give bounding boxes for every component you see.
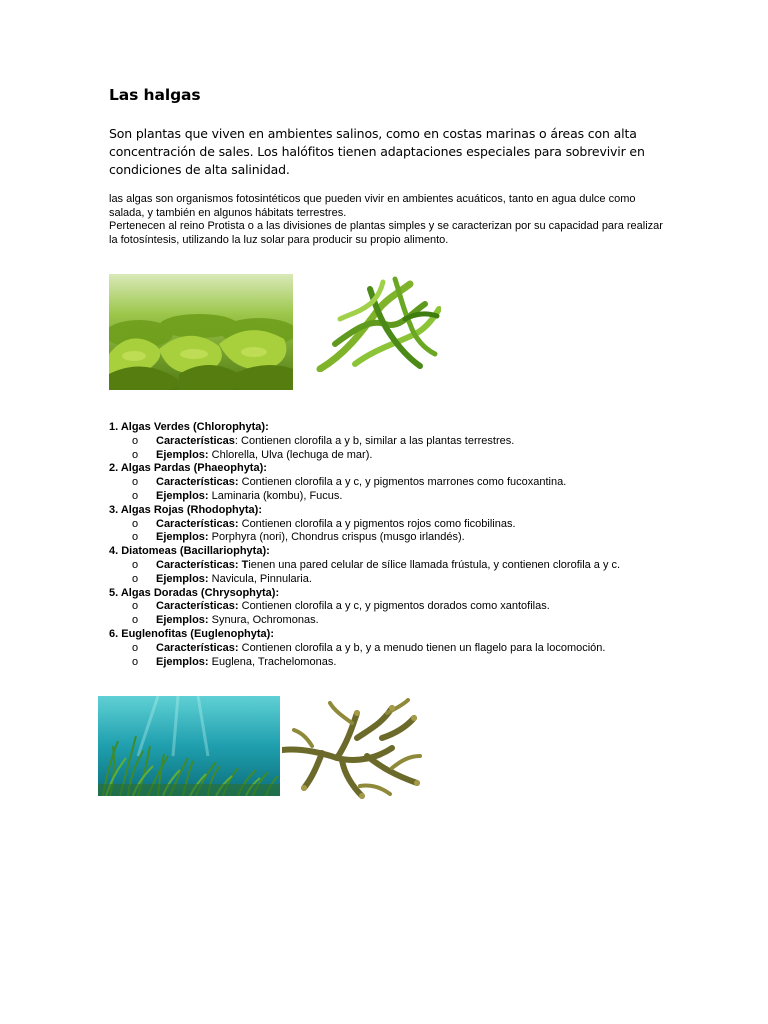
hollow-bullet-icon: o	[132, 476, 139, 489]
characteristics-item	[109, 435, 709, 449]
examples-item-text: Navicula, Pinnularia.	[208, 572, 312, 585]
hollow-bullet-icon: o	[132, 448, 139, 461]
hollow-bullet-icon: o	[132, 600, 139, 613]
hollow-bullet-icon: o	[132, 489, 139, 502]
characteristics-item	[109, 559, 709, 573]
hollow-bullet-icon: o	[132, 614, 139, 627]
examples-item-text: Synura, Ochromonas.	[208, 614, 319, 627]
characteristics-item-label: Características:	[156, 641, 239, 654]
hollow-bullet-icon: o	[132, 517, 139, 530]
examples-item-label: Ejemplos:	[156, 655, 209, 668]
characteristics-item-label: Características:	[156, 476, 239, 489]
hollow-bullet-icon: o	[132, 558, 139, 571]
examples-item	[109, 490, 709, 504]
characteristics-item-label: Características:	[156, 517, 239, 530]
characteristics-item	[109, 600, 709, 614]
green-algae-underwater-photo	[109, 274, 293, 390]
category-heading: 4. Diatomeas (Bacillariophyta):	[109, 545, 270, 558]
characteristics-item-label: Características	[156, 434, 235, 447]
algae-categories-list	[109, 421, 709, 669]
hollow-bullet-icon: o	[132, 531, 139, 544]
hollow-bullet-icon: o	[132, 641, 139, 654]
characteristics-item-text: : Contienen clorofila a y b, similar a las plantas terrestres.	[234, 434, 515, 447]
page-title: Las halgas	[109, 86, 201, 104]
characteristics-item-text: ienen una pared celular de sílice llamada frústula, y contienen clorofila a y c.	[248, 558, 621, 571]
category-heading: 2. Algas Pardas (Phaeophyta):	[109, 462, 267, 475]
hollow-bullet-icon: o	[132, 572, 139, 585]
examples-item-text: Chlorella, Ulva (lechuga de mar).	[208, 448, 373, 461]
examples-item-text: Laminaria (kombu), Fucus.	[208, 489, 343, 502]
examples-item-text: Porphyra (nori), Chondrus crispus (musgo irlandés).	[208, 531, 465, 544]
examples-item-label: Ejemplos:	[156, 489, 209, 502]
examples-item-label: Ejemplos:	[156, 614, 209, 627]
intro-paragraph: Son plantas que viven en ambientes salinos, como en costas marinas o áreas con alta concentración de sales. Los halófitos tienen adaptaciones especiales para sobrevivir en condiciones de alta salinidad.	[109, 126, 645, 177]
hollow-bullet-icon: o	[132, 434, 139, 447]
examples-item-text: Euglena, Trachelomonas.	[208, 655, 337, 668]
characteristics-item-text: Contienen clorofila a y pigmentos rojos como ficobilinas.	[238, 517, 516, 530]
characteristics-item	[109, 518, 709, 532]
characteristics-item-text: Contienen clorofila a y c, y pigmentos marrones como fucoxantina.	[238, 476, 567, 489]
category-heading: 3. Algas Rojas (Rhodophyta):	[109, 503, 262, 516]
characteristics-item	[109, 642, 709, 656]
brown-algae-cutout-photo	[282, 698, 424, 800]
examples-item	[109, 531, 709, 545]
examples-item-label: Ejemplos:	[156, 531, 209, 544]
category-heading: 5. Algas Doradas (Chrysophyta):	[109, 586, 280, 599]
characteristics-item-label: Características: T	[156, 558, 249, 571]
paragraph-algae-kingdom: Pertenecen al reino Protista o a las divisiones de plantas simples y se caracterizan por su capacidad para realizar la fotosíntesis, utilizando la luz solar para producir su propio alimento.	[109, 220, 663, 246]
examples-item	[109, 573, 709, 587]
characteristics-item	[109, 476, 709, 490]
examples-item	[109, 449, 709, 463]
examples-item-label: Ejemplos:	[156, 572, 209, 585]
paragraph-algae-definition: las algas son organismos fotosintéticos que pueden vivir en ambientes acuáticos, tanto en agua dulce como salada, y también en algunos hábitats terrestres.	[109, 193, 636, 219]
category-heading: 6. Euglenofitas (Euglenophyta):	[109, 627, 275, 640]
green-seaweed-cutout-photo	[315, 274, 441, 372]
characteristics-item-text: Contienen clorofila a y b, y a menudo tienen un flagelo para la locomoción.	[238, 641, 606, 654]
examples-item	[109, 656, 709, 670]
category-heading: 1. Algas Verdes (Chlorophyta):	[109, 421, 269, 433]
characteristics-item-text: Contienen clorofila a y c, y pigmentos dorados como xantofilas.	[238, 600, 550, 613]
seagrass-underwater-photo	[98, 696, 280, 796]
examples-item	[109, 614, 709, 628]
hollow-bullet-icon: o	[132, 655, 139, 668]
examples-item-label: Ejemplos:	[156, 448, 209, 461]
characteristics-item-label: Características:	[156, 600, 239, 613]
